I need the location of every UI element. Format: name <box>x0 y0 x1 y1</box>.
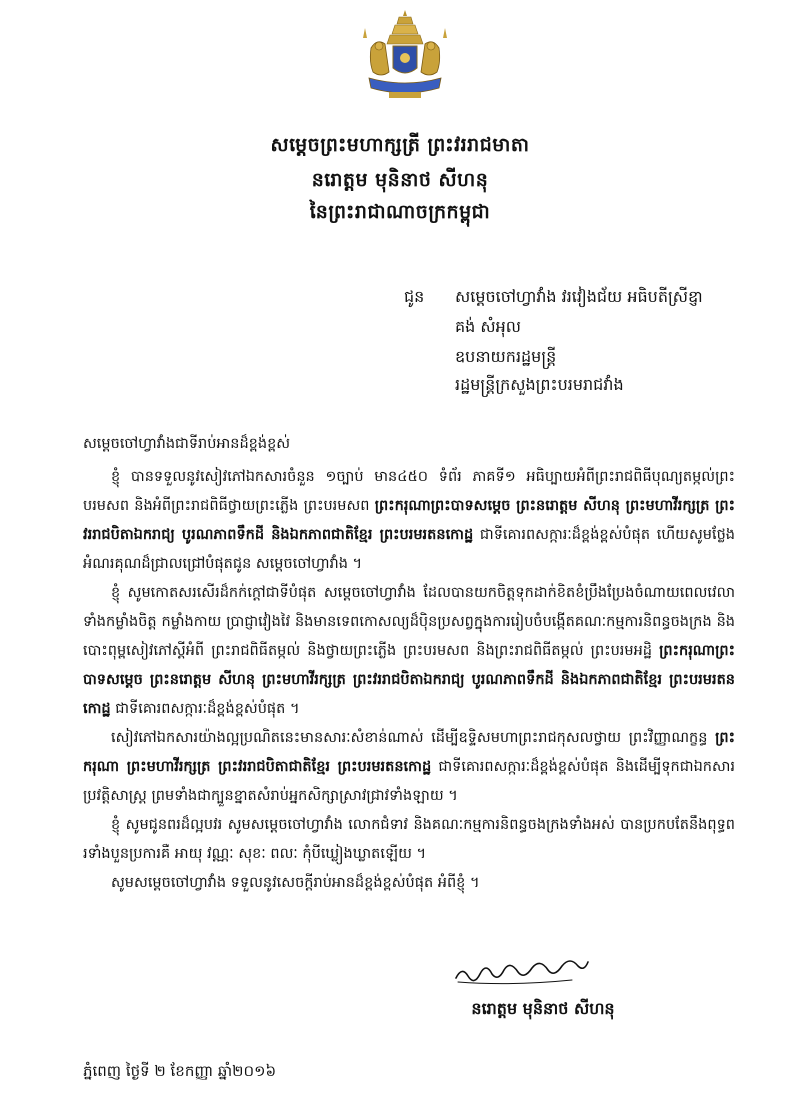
royal-coat-of-arms-seal <box>355 8 455 104</box>
paragraph-2-text-a: ខ្ញុំ សូមកោតសរសើរដ៏កក់ក្តៅជាទីបំផុត សម្តេចចៅហ្វាវាំង ដែលបានយកចិត្តទុកដាក់ខិតខំប្រឹងប្រែងចំណាយពេលវេលា ទាំងកម្លាំងចិត្ត កម្លាំងកាយ ប្រាជ្ញាវៀងវៃ និងមានទេពកោសល្យដ៏ប៉ិនប្រសព្វក្នុងការរៀបចំបង្កើតគណៈកម្មការនិពន្ធចងក្រង និងបោះពុម្ពសៀវភៅស្តីអំពី ព្រះរាជពិធីតម្កល់ និងថ្វាយព្រះភ្លើង ព្រះបរមសព និងព្រះរាជពិធីតម្កល់ ព្រះបរមអដ្ឋិ <box>83 585 735 659</box>
paragraph-2-royal-title: ព្រះករុណាព្រះបាទសម្តេច ព្រះនរោត្តម សីហនុ ព្រះមហាវីរក្សត្រ ព្រះវររាជបិតាឯករាជ្យ បូរណភាពទឹកដី និងឯកភាពជាតិខ្មែរ ព្រះបរមរតនកោដ្ឋ <box>83 643 735 717</box>
addressee-name: គង់ សំអុល <box>455 317 522 336</box>
paragraph-3 <box>83 724 735 811</box>
place-and-date: ភ្នំពេញ ថ្ងៃទី ២ ខែកញ្ញា ឆ្នាំ២០១៦ <box>83 1062 277 1080</box>
addressee-position-2: រដ្ឋមន្ត្រីក្រសួងព្រះបរមរាជវាំង <box>455 375 624 394</box>
paragraph-3-text-b: ជាទីគោរពសក្ការៈដ៏ខ្ពង់ខ្ពស់បំផុត និងដើម្បីទុកជាឯកសារប្រវត្តិសាស្ត្រ ព្រមទាំងជាក្បួនខ្នាតសំរាប់អ្នកសិក្សាស្រាវជ្រាវទាំងឡាយ ។ <box>83 759 735 804</box>
paragraph-3-royal-title: ព្រះករុណា ព្រះមហាវីរក្សត្រ ព្រះវររាជបិតាជាតិខ្មែរ ព្រះបរមរតនកោដ្ឋ <box>83 730 735 775</box>
paragraph-4: ខ្ញុំ សូមជូនពរដ៏ល្អបវរ សូមសម្តេចចៅហ្វាវាំង លោកជំទាវ និងគណៈកម្មការនិពន្ធចងក្រងទាំងអស់ បានប្រកបតែនឹងពុទ្ធពរទាំងបួនប្រការគឺ អាយុ វណ្ណៈ សុខៈ ពលៈ កុំបីឃ្លៀងឃ្លាតឡើយ ។ <box>83 817 735 862</box>
addressee-position-1: ឧបនាយករដ្ឋមន្ត្រី <box>455 347 557 366</box>
salutation: សម្តេចចៅហ្វាវាំងជាទីរាប់អានដ៏ខ្ពង់ខ្ពស់ <box>83 436 291 452</box>
letter-body <box>83 430 735 898</box>
paragraph-3-text-a: សៀវភៅឯកសារយ៉ាងល្អប្រណិតនេះមានសារៈសំខាន់ណាស់ ដើម្បីឧទ្ទិសមហាព្រះរាជកុសលថ្វាយ ព្រះវិញ្ញាណក្ខន្ធ <box>111 730 716 746</box>
paragraph-2-text-b: ជាទីគោរពសក្ការៈដ៏ខ្ពង់ខ្ពស់បំផុត ។ <box>110 701 300 717</box>
heading-name-line: នរោត្តម មុនិនាថ សីហនុ <box>311 169 489 191</box>
heading-kingdom-line: នៃព្រះរាជាណាចក្រកម្ពុជា <box>309 201 491 223</box>
heading-title-line-1: សម្តេចព្រះមហាក្សត្រី ព្រះវររាជមាតា <box>270 134 530 156</box>
paragraph-1-text-b: ជាទីគោរពសក្ការៈដ៏ខ្ពង់ខ្ពស់បំផុត ហើយសូមថ្លែងអំណរគុណដ៏ជ្រាលជ្រៅបំផុតជូន សម្តេចចៅហ្វាវាំង ។ <box>83 527 735 572</box>
addressee-label: ជូន <box>404 287 425 306</box>
paragraph-2 <box>83 579 735 724</box>
signatory-name: នរោត្តម មុនិនាថ សីហនុ <box>471 999 615 1018</box>
paragraph-5: សូមសម្តេចចៅហ្វាវាំង ទទួលនូវសេចក្តីរាប់អានដ៏ខ្ពង់ខ្ពស់បំផុត អំពីខ្ញុំ ។ <box>111 875 480 891</box>
paragraph-1 <box>83 463 735 579</box>
handwritten-signature <box>452 952 592 986</box>
addressee-title: សម្តេចចៅហ្វាវាំង វរវៀងជ័យ អធិបតីស្រីឧ្ញា <box>455 287 703 306</box>
paragraph-1-royal-title: ព្រះករុណាព្រះបាទសម្តេច ព្រះនរោត្តម សីហនុ ព្រះមហាវីរក្សត្រ ព្រះវររាជបិតាឯករាជ្យ បូរណភាពទឹកដី និងឯកភាពជាតិខ្មែរ ព្រះបរមរតនកោដ្ឋ <box>83 498 735 543</box>
paragraph-1-text-a: ខ្ញុំ បានទទួលនូវសៀវភៅឯកសារចំនួន ១ច្បាប់ មាន៤៥០ ទំព័រ ភាគទី១ អធិប្បាយអំពីព្រះរាជពិធីបុណ្យតម្កល់ព្រះបរមសព និងអំពីព្រះរាជពិធីថ្វាយព្រះភ្លើង ព្រះបរមសព <box>83 469 735 514</box>
